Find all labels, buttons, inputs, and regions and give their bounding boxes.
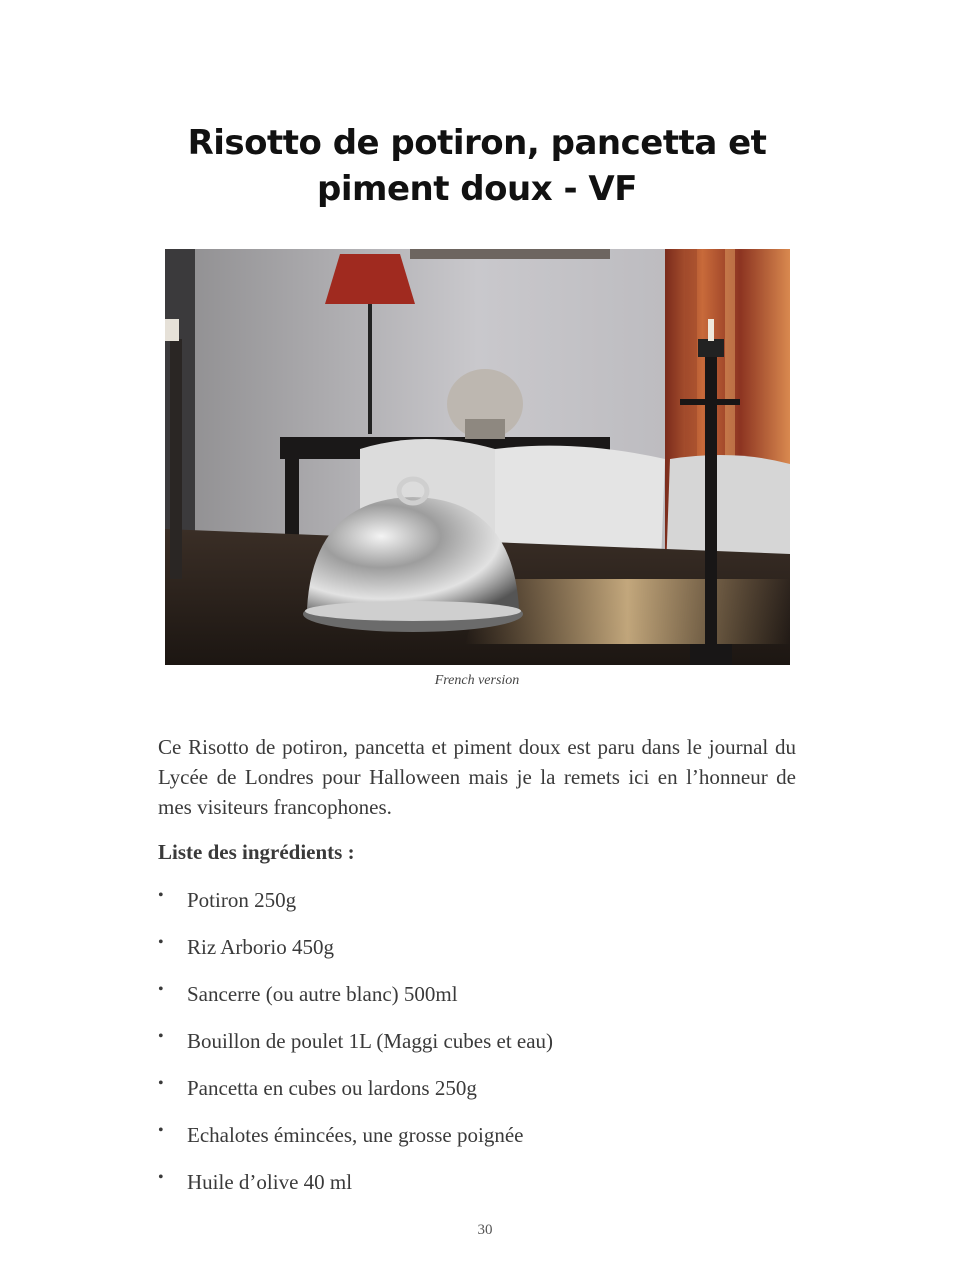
list-item [158,1120,553,1167]
bullet-icon: • [158,1169,164,1186]
ingredient-text: Riz Arborio 450g [187,935,334,959]
bullet-icon: • [158,981,164,998]
list-item [158,1073,553,1120]
ingredient-text: Bouillon de poulet 1L (Maggi cubes et eau) [187,1029,554,1053]
list-item [158,1167,553,1214]
bullet-icon: • [158,887,164,904]
dining-table-cloche-photo [165,249,790,665]
list-item [158,1026,553,1073]
ingredients-heading: Liste des ingrédients : [158,840,355,864]
list-item [158,979,553,1026]
list-item [158,885,553,932]
intro-paragraph: Ce Risotto de potiron, pancetta et piment doux est paru dans le journal du Lycée de Londres pour Halloween mais je la remets ici en l’honneur de mes visiteurs francophones. [158,735,796,819]
ingredients-list [158,885,553,1214]
bullet-icon: • [158,1075,164,1092]
bullet-icon: • [158,1028,164,1045]
ingredient-text: Sancerre (ou autre blanc) 500ml [187,982,458,1006]
ingredient-text: Pancetta en cubes ou lardons 250g [187,1076,477,1100]
photo-caption: French version [434,673,520,688]
ingredient-text: Huile d’olive 40 ml [187,1170,353,1194]
bullet-icon: • [158,934,164,951]
list-item [158,932,553,979]
page-number: 30 [477,1222,493,1238]
page-title: Risotto de potiron, pancetta et piment doux - VF [187,123,767,209]
ingredient-text: Potiron 250g [187,888,297,912]
ingredient-text: Echalotes émincées, une grosse poignée [187,1123,524,1147]
bullet-icon: • [158,1122,164,1139]
